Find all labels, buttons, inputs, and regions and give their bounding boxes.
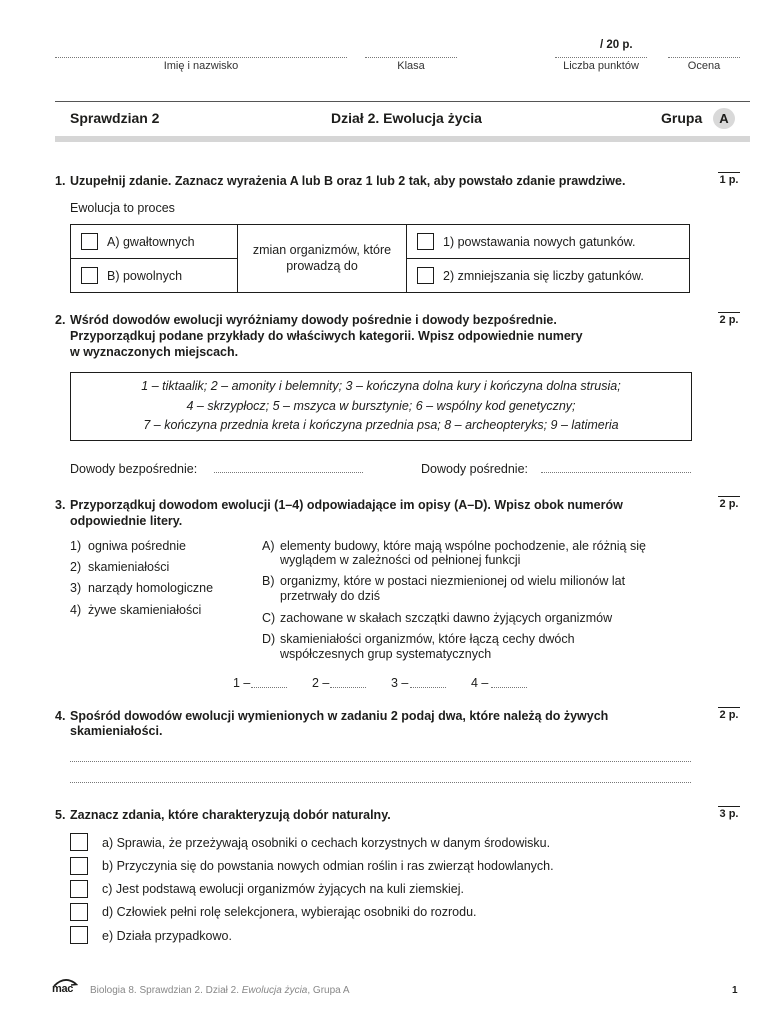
q4-text-line1: Spośród dowodów ewolucji wymienionych w zadaniu 2 podaj dwa, które należą do żywych: [70, 709, 609, 723]
name-label: Imię i nazwisko: [163, 60, 239, 72]
class-label: Klasa: [397, 60, 425, 72]
q1-checkbox-2[interactable]: [417, 267, 434, 284]
q3-right-text: współczesnych grup systematycznych: [280, 647, 492, 661]
q3-left-number: 2): [70, 560, 82, 574]
q2-indirect-label: Dowody pośrednie:: [421, 462, 529, 476]
publisher-logo: [52, 977, 78, 999]
footer-text: [90, 985, 350, 996]
q5-item-e: e) Działa przypadkowo.: [102, 929, 232, 943]
points-field[interactable]: [555, 57, 647, 58]
title-band: [55, 136, 750, 142]
q1-table-divider: [406, 258, 690, 259]
q3-answer-field[interactable]: [251, 687, 287, 688]
q3-points: 2 p.: [719, 498, 739, 510]
name-field[interactable]: [55, 57, 347, 58]
q3-answer-label: 4 –: [471, 676, 489, 690]
test-title: Sprawdzian 2: [70, 110, 160, 126]
q2-text-line2: Przyporządkuj podane przykłady do właściwych kategorii. Wpisz odpowiednie numery: [70, 329, 583, 343]
q3-left-text: narządy homologiczne: [88, 581, 214, 595]
q3-answer-field[interactable]: [491, 687, 527, 688]
group-badge: A: [713, 108, 735, 129]
q3-answer-label: 2 –: [312, 676, 330, 690]
grade-field[interactable]: [668, 57, 740, 58]
q3-left-text: ogniwa pośrednie: [88, 539, 186, 553]
chapter-title: Dział 2. Ewolucja życia: [331, 110, 482, 126]
q4-answer-line[interactable]: [70, 761, 691, 762]
footer-text-suffix: , Grupa A: [307, 985, 350, 996]
q5-text: Zaznacz zdania, które charakteryzują dobór naturalny.: [70, 808, 391, 822]
q2-examples-line3: 7 – kończyna przednia kreta i kończyna przednia psa; 8 – archeopteryks; 9 – latimeria: [143, 418, 619, 432]
points-total: / 20 p.: [600, 39, 633, 51]
q5-points: 3 p.: [719, 808, 739, 820]
q3-right-text: zachowane w skałach szczątki dawno żyjących organizmów: [280, 611, 613, 625]
group-label: Grupa: [661, 110, 703, 126]
q2-examples-line2: 4 – skrzypłocz; 5 – mszyca w bursztynie; 6 – wspólny kod genetyczny;: [186, 398, 576, 413]
q3-answer-field[interactable]: [330, 687, 366, 688]
footer-text-italic: Ewolucja życia: [241, 985, 308, 996]
q1-option-a: A) gwałtownych: [107, 235, 195, 249]
q1-table-divider: [237, 224, 238, 293]
q5-item-b: b) Przyczynia się do powstania nowych odmian roślin i ras zwierząt hodowlanych.: [102, 859, 554, 873]
q3-right-letter: C): [262, 611, 276, 625]
q2-number: 2.: [55, 313, 66, 327]
q3-number: 3.: [55, 498, 66, 512]
q3-left-text: żywe skamieniałości: [88, 603, 202, 617]
q1-checkbox-a[interactable]: [81, 233, 98, 250]
q2-indirect-answer[interactable]: [541, 472, 691, 473]
q2-examples-line1: 1 – tiktaalik; 2 – amonity i belemnity; 3 – kończyna dolna kury i kończyna dolna strusia;: [141, 379, 621, 393]
q5-number: 5.: [55, 808, 66, 822]
class-field[interactable]: [365, 57, 457, 58]
q3-right-text: organizmy, które w postaci niezmienionej od wielu milionów lat: [280, 574, 626, 588]
q3-text-line2: odpowiednie litery.: [70, 514, 183, 528]
q3-answer-label: 3 –: [391, 676, 409, 690]
q2-points: 2 p.: [719, 314, 739, 326]
footer-text-prefix: Biologia 8. Sprawdzian 2. Dział 2.: [90, 985, 239, 996]
q1-checkbox-b[interactable]: [81, 267, 98, 284]
grade-label: Ocena: [687, 60, 721, 72]
q4-points: 2 p.: [719, 709, 739, 721]
q3-left-number: 4): [70, 603, 82, 617]
q3-answer-label: 1 –: [233, 676, 251, 690]
q3-right-letter: D): [262, 632, 276, 646]
q5-checkbox-a[interactable]: [70, 833, 88, 851]
q2-direct-label: Dowody bezpośrednie:: [70, 462, 198, 476]
page-number: 1: [732, 985, 738, 996]
q2-examples-box: [70, 372, 692, 441]
q4-answer-line[interactable]: [70, 782, 691, 783]
q2-text-line3: w wyznaczonych miejscach.: [70, 345, 239, 359]
q1-number: 1.: [55, 174, 66, 188]
q3-left-number: 3): [70, 581, 82, 595]
q5-checkbox-d[interactable]: [70, 903, 88, 921]
q3-right-text: elementy budowy, które mają wspólne pochodzenie, ale różnią się: [280, 539, 646, 553]
q2-text-line1: Wśród dowodów ewolucji wyróżniamy dowody pośrednie i dowody bezpośrednie.: [70, 313, 557, 327]
q3-right-letter: B): [262, 574, 275, 588]
q3-left-text: skamieniałości: [88, 560, 170, 574]
q5-item-d: d) Człowiek pełni rolę selekcjonera, wybierając osobniki do rozrodu.: [102, 905, 477, 919]
title-rule: [55, 101, 750, 102]
logo-text: mac: [52, 983, 74, 995]
q5-checkbox-e[interactable]: [70, 926, 88, 944]
q3-right-text: wyglądem w zależności od pełnionej funkcji: [280, 553, 521, 567]
q1-points: 1 p.: [719, 174, 739, 186]
q3-text-line1: Przyporządkuj dowodom ewolucji (1–4) odpowiadające im opisy (A–D). Wpisz obok numerów: [70, 498, 623, 512]
q1-checkbox-1[interactable]: [417, 233, 434, 250]
q2-direct-answer[interactable]: [214, 472, 363, 473]
q4-number: 4.: [55, 709, 66, 723]
q1-option-1: 1) powstawania nowych gatunków.: [443, 235, 636, 249]
q3-right-letter: A): [262, 539, 275, 553]
q5-checkbox-b[interactable]: [70, 857, 88, 875]
points-label: Liczba punktów: [563, 60, 639, 72]
q5-checkbox-c[interactable]: [70, 880, 88, 898]
q1-option-b: B) powolnych: [107, 269, 183, 283]
q5-item-c: c) Jest podstawą ewolucji organizmów żyjących na kuli ziemskiej.: [102, 882, 464, 896]
q3-right-text: przetrwały do dziś: [280, 589, 381, 603]
q1-intro: Ewolucja to proces: [70, 201, 175, 215]
q4-text-line2: skamieniałości.: [70, 724, 163, 738]
q1-option-2: 2) zmniejszania się liczby gatunków.: [443, 269, 644, 283]
q1-middle-text: zmian organizmów, które prowadzą do: [252, 243, 392, 273]
q3-left-number: 1): [70, 539, 82, 553]
q5-item-a: a) Sprawia, że przeżywają osobniki o cechach korzystnych w danym środowisku.: [102, 836, 551, 850]
q3-right-text: skamieniałości organizmów, które łączą cechy dwóch: [280, 632, 575, 646]
q3-answer-field[interactable]: [410, 687, 446, 688]
q1-table-divider: [70, 258, 237, 259]
q1-text: Uzupełnij zdanie. Zaznacz wyrażenia A lub B oraz 1 lub 2 tak, aby powstało zdanie prawdziwe.: [70, 174, 626, 188]
